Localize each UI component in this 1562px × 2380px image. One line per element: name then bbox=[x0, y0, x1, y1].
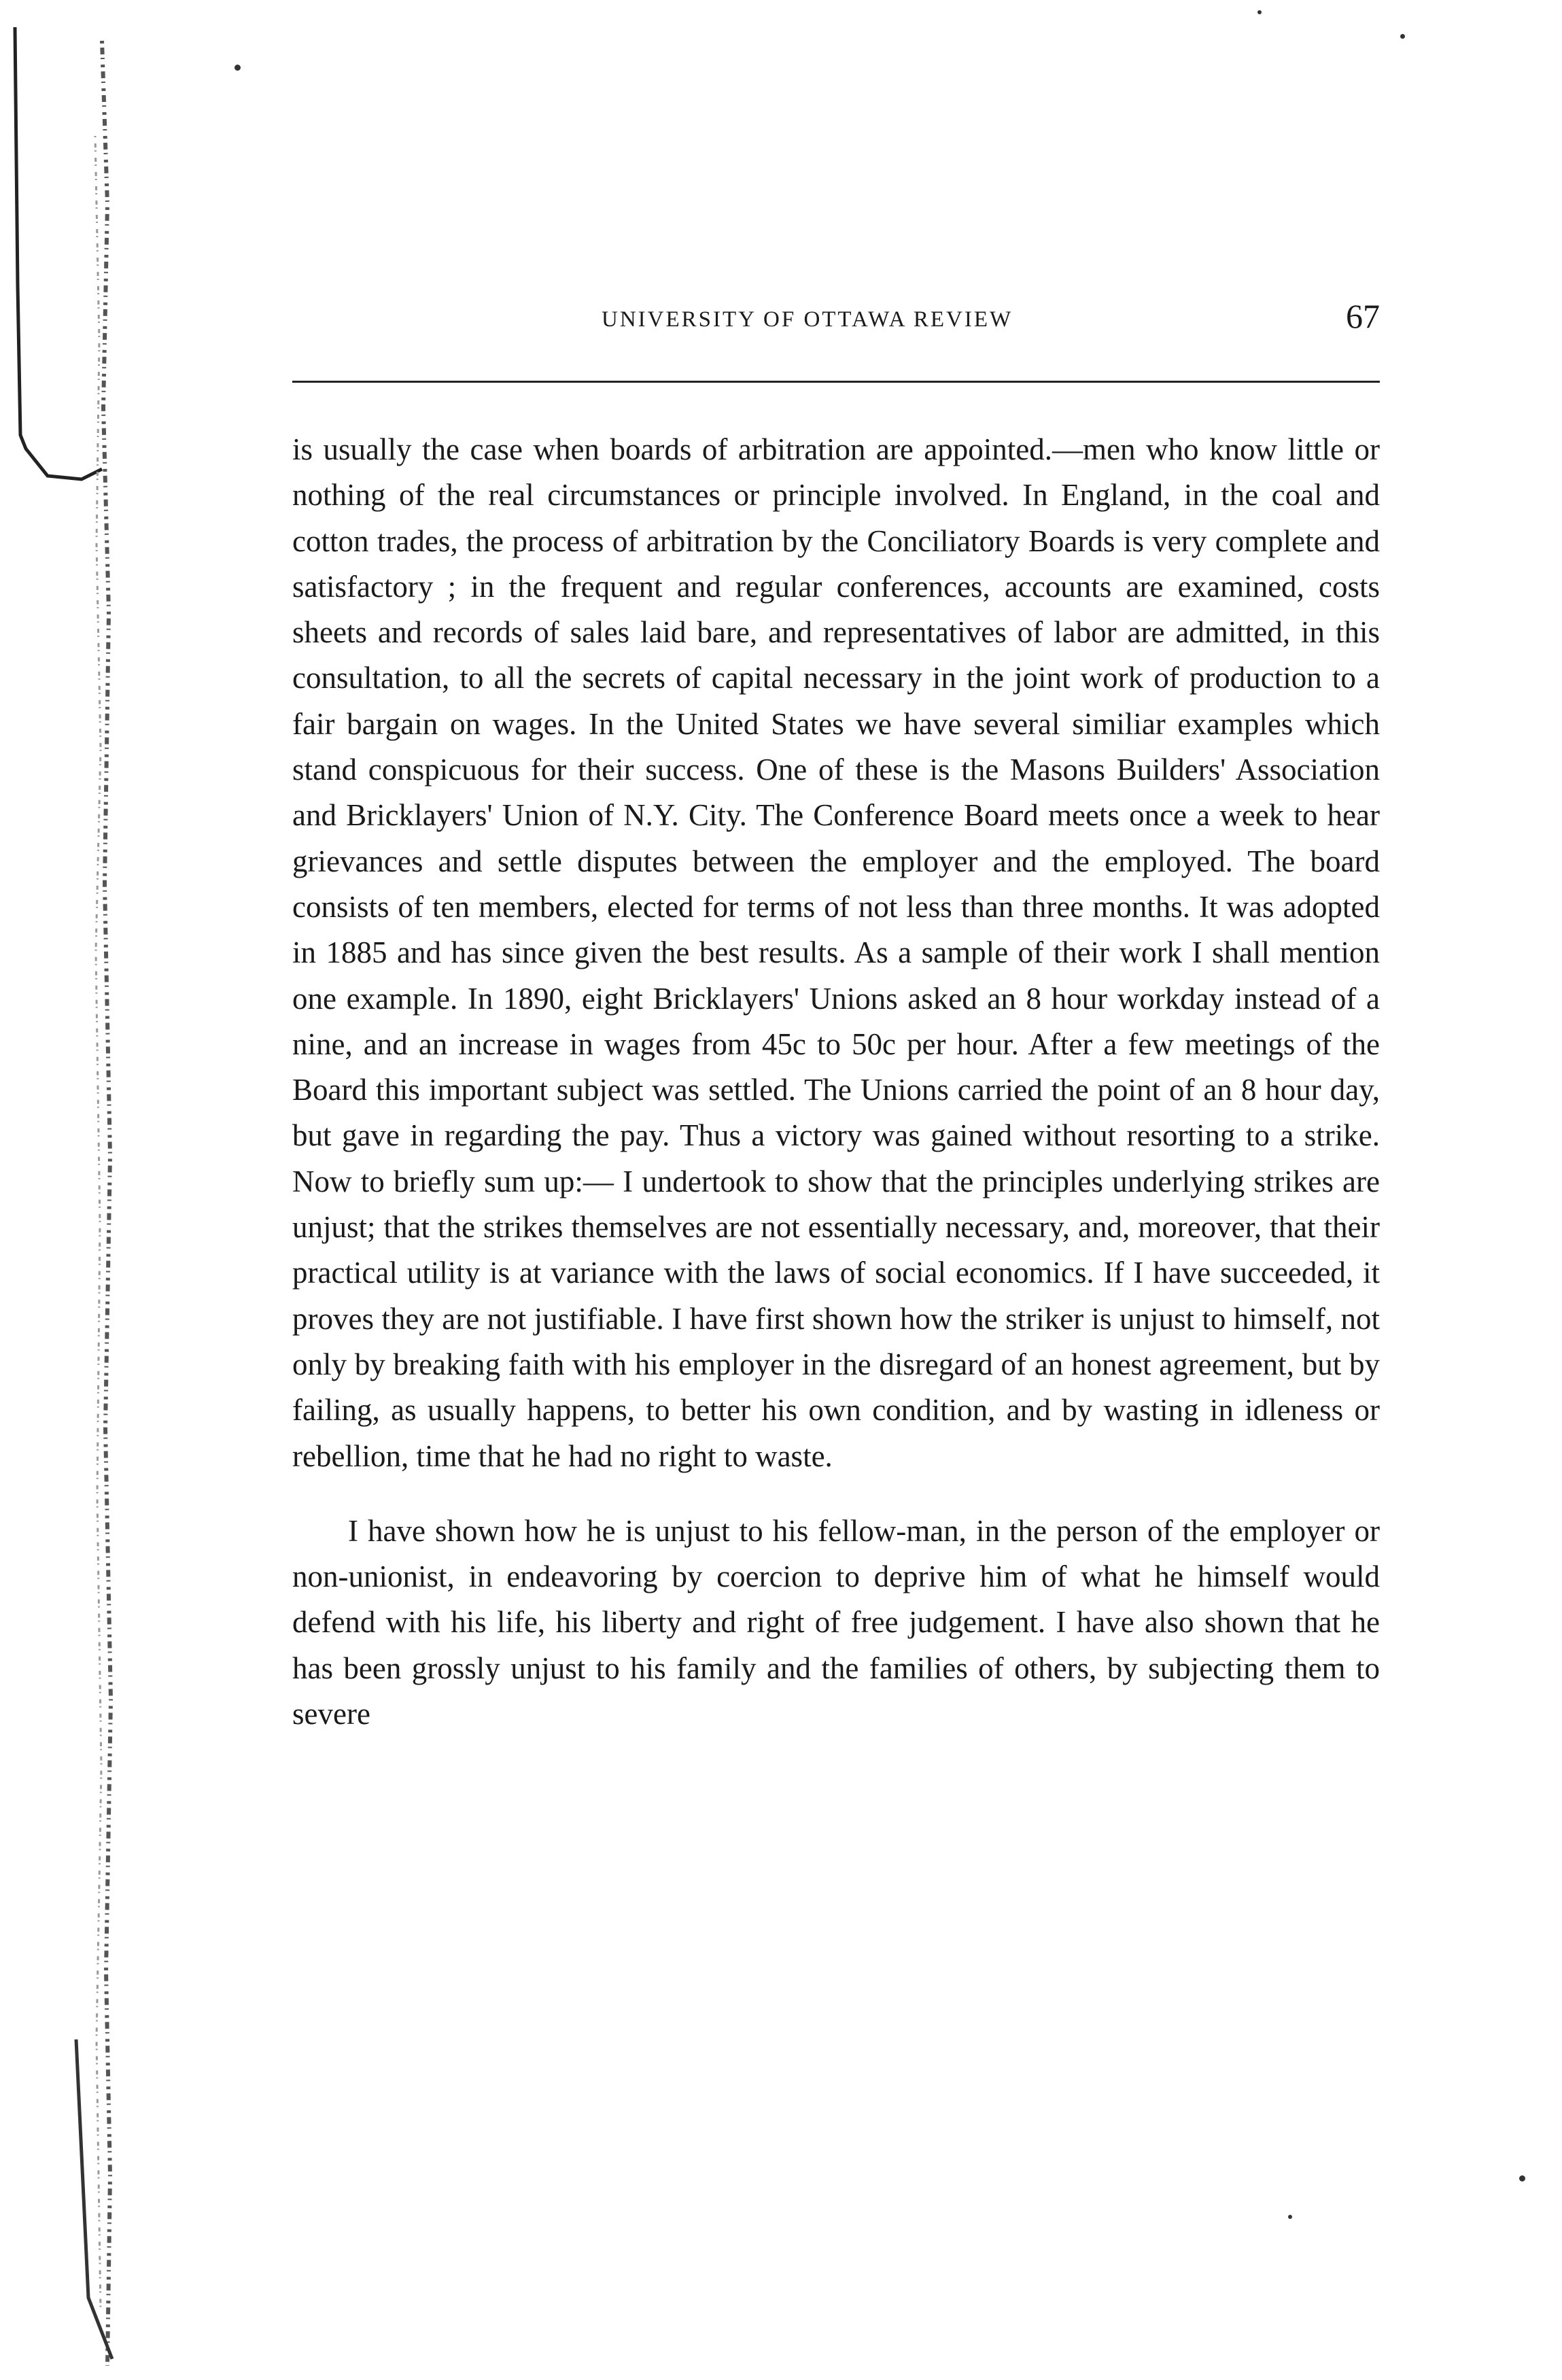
page-header bbox=[292, 292, 1380, 347]
header-rule bbox=[292, 381, 1380, 383]
scan-speck bbox=[1400, 34, 1405, 39]
paragraph-1: is usually the case when boards of arbitration are appointed.—men who know little or nothing of the real circumstances or principle involved. In England, in the coal and cotton trades, the process of arbitration by the Conciliatory Boards is very complete and satisfactory ; in the frequent and regular conferences, accounts are examined, costs sheets and records of sales laid bare, and representatives of labor are admitted, in this consultation, to all the secrets of capital necessary in the joint work of production to a fair bargain on wages. In the United States we have several similiar examples which stand conspicuous for their success. One of these is the Masons Builders' Association and Bricklayers' Union of N.Y. City. The Conference Board meets once a week to hear grievances and settle disputes between the employer and the employed. The board consists of ten members, elected for terms of not less than three months. It was adopted in 1885 and has since given the best results. As a sample of their work I shall mention one example. In 1890, eight Bricklayers' Unions asked an 8 hour workday instead of a nine, and an increase in wages from 45c to 50c per hour. After a few meetings of the Board this important subject was settled. The Unions carried the point of an 8 hour day, but gave in regarding the pay. Thus a victory was gained without resorting to a strike. Now to briefly sum up:— I undertook to show that the principles underlying strikes are unjust; that the strikes themselves are not essentially necessary, and, moreover, that their practical utility is at variance with the laws of social economics. If I have succeeded, it proves they are not justifiable. I have first shown how the striker is unjust to himself, not only by breaking faith with his employer in the disregard of an honest agreement, but by failing, as usually happens, to better his own condition, and by wasting in idleness or rebellion, time that he had no right to waste. bbox=[292, 432, 1380, 1473]
scan-speck bbox=[1519, 2175, 1525, 2181]
scanned-binding-edge bbox=[0, 0, 129, 2377]
scan-speck bbox=[1288, 2215, 1292, 2219]
scan-speck bbox=[1257, 10, 1262, 14]
paragraph-2: I have shown how he is unjust to his fellow-man, in the person of the employer or non-unionist, in endeavoring by coercion to deprive him of what he himself would defend with his life, his liberty and right of free judgement. I have also shown that he has been grossly unjust to his family and the families of others, by subjecting them to severe bbox=[292, 1513, 1380, 1731]
body-text bbox=[292, 427, 1380, 1737]
running-title: UNIVERSITY OF OTTAWA REVIEW bbox=[602, 307, 1013, 332]
page-number: 67 bbox=[1346, 297, 1380, 335]
scan-speck bbox=[235, 65, 241, 71]
